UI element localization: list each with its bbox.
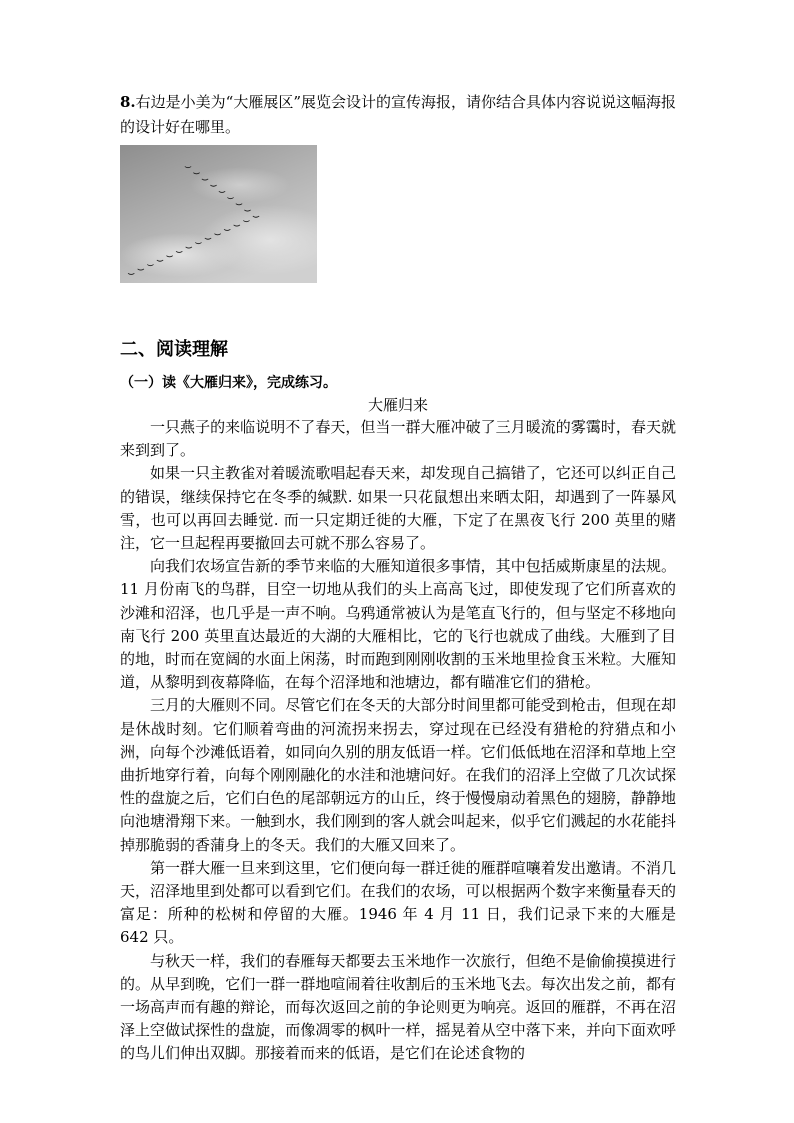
- subsection-title: （一）读《大雁归来》，完成练习。: [120, 375, 337, 391]
- article-paragraph: 向我们农场宣告新的季节来临的大雁知道很多事情，其中包括威斯康星的法规。11 月份南飞的鸟群，目空一切地从我们的头上高高飞过，即使发现了它们所喜欢的沙滩和沼泽，也几乎是一声不响。乌鸦通常被认为是笔直飞行的，但与坚定不移地向南飞行 200 英里直达最近的大湖的大雁相比，它的飞行也就成了曲线。大雁到了目的地，时而在宽阔的水面上闲荡，时而跑到刚刚收割的玉米地里捡食玉米粒。大雁知道，从黎明到夜幕降临，在每个沼泽地和池塘边，都有瞄准它们的猎枪。: [120, 557, 676, 692]
- document-page: [120, 90, 676, 1066]
- article-paragraph: 如果一只主教雀对着暖流歌唱起春天来，却发现自己搞错了，它还可以纠正自己的错误，继续保持它在冬季的缄默. 如果一只花鼠想出来晒太阳，却遇到了一阵暴风雪，也可以再回去睡觉. 而一只定期迁徙的大雁，下定了在黑夜飞行 200 英里的赌注，它一旦起程再要撤回去可就不那么容易了。: [120, 464, 676, 553]
- question-text: 右边是小美为“大雁展区”展览会设计的宣传海报，请你结合具体内容说说这幅海报的设计好在哪里。: [120, 93, 677, 136]
- question-8: [120, 90, 676, 140]
- article-paragraph: 一只燕子的来临说明不了春天，但当一群大雁冲破了三月暖流的雾霭时，春天就来到到了。: [120, 418, 676, 460]
- section-title: 二、阅读理解: [120, 339, 228, 360]
- question-number: 8.: [120, 93, 136, 111]
- article-paragraph: 第一群大雁一旦来到这里，它们便向每一群迁徙的雁群喧嚷着发出邀请。不消几天，沼泽地里到处都可以看到它们。在我们的农场，可以根据两个数字来衡量春天的富足：所种的松树和停留的大雁。1946 年 4 月 11 日，我们记录下来的大雁是 642 只。: [120, 858, 676, 947]
- article-paragraph: 与秋天一样，我们的春雁每天都要去玉米地作一次旅行，但绝不是偷偷摸摸进行的。从早到晚，它们一群一群地喧闹着往收割后的玉米地飞去。每次出发之前，都有一场高声而有趣的辩论，而每次返回之前的争论则更为响亮。返回的雁群，不再在沼泽上空做试探性的盘旋，而像凋零的枫叶一样，摇晃着从空中落下来，并向下面欢呼的鸟儿们伸出双脚。那接着而来的低语，是它们在论述食物的: [120, 951, 676, 1063]
- geese-poster-image: [120, 145, 317, 283]
- article-paragraph: 三月的大雁则不同。尽管它们在冬天的大部分时间里都可能受到枪击，但现在却是休战时刻。它们顺着弯曲的河流拐来拐去，穿过现在已经没有猎枪的狩猎点和小洲，向每个沙滩低语着，如同向久别的朋友低语一样。它们低低地在沼泽和草地上空曲折地穿行着，向每个刚刚融化的水洼和池塘问好。在我们的沼泽上空做了几次试探性的盘旋之后，它们白色的尾部朝远方的山丘，终于慢慢扇动着黑色的翅膀，静静地向池塘滑翔下来。一触到水，我们刚到的客人就会叫起来，似乎它们溅起的水花能抖掉那脆弱的香蒲身上的冬天。我们的大雁又回来了。: [120, 696, 676, 854]
- article-title: 大雁归来: [367, 396, 428, 414]
